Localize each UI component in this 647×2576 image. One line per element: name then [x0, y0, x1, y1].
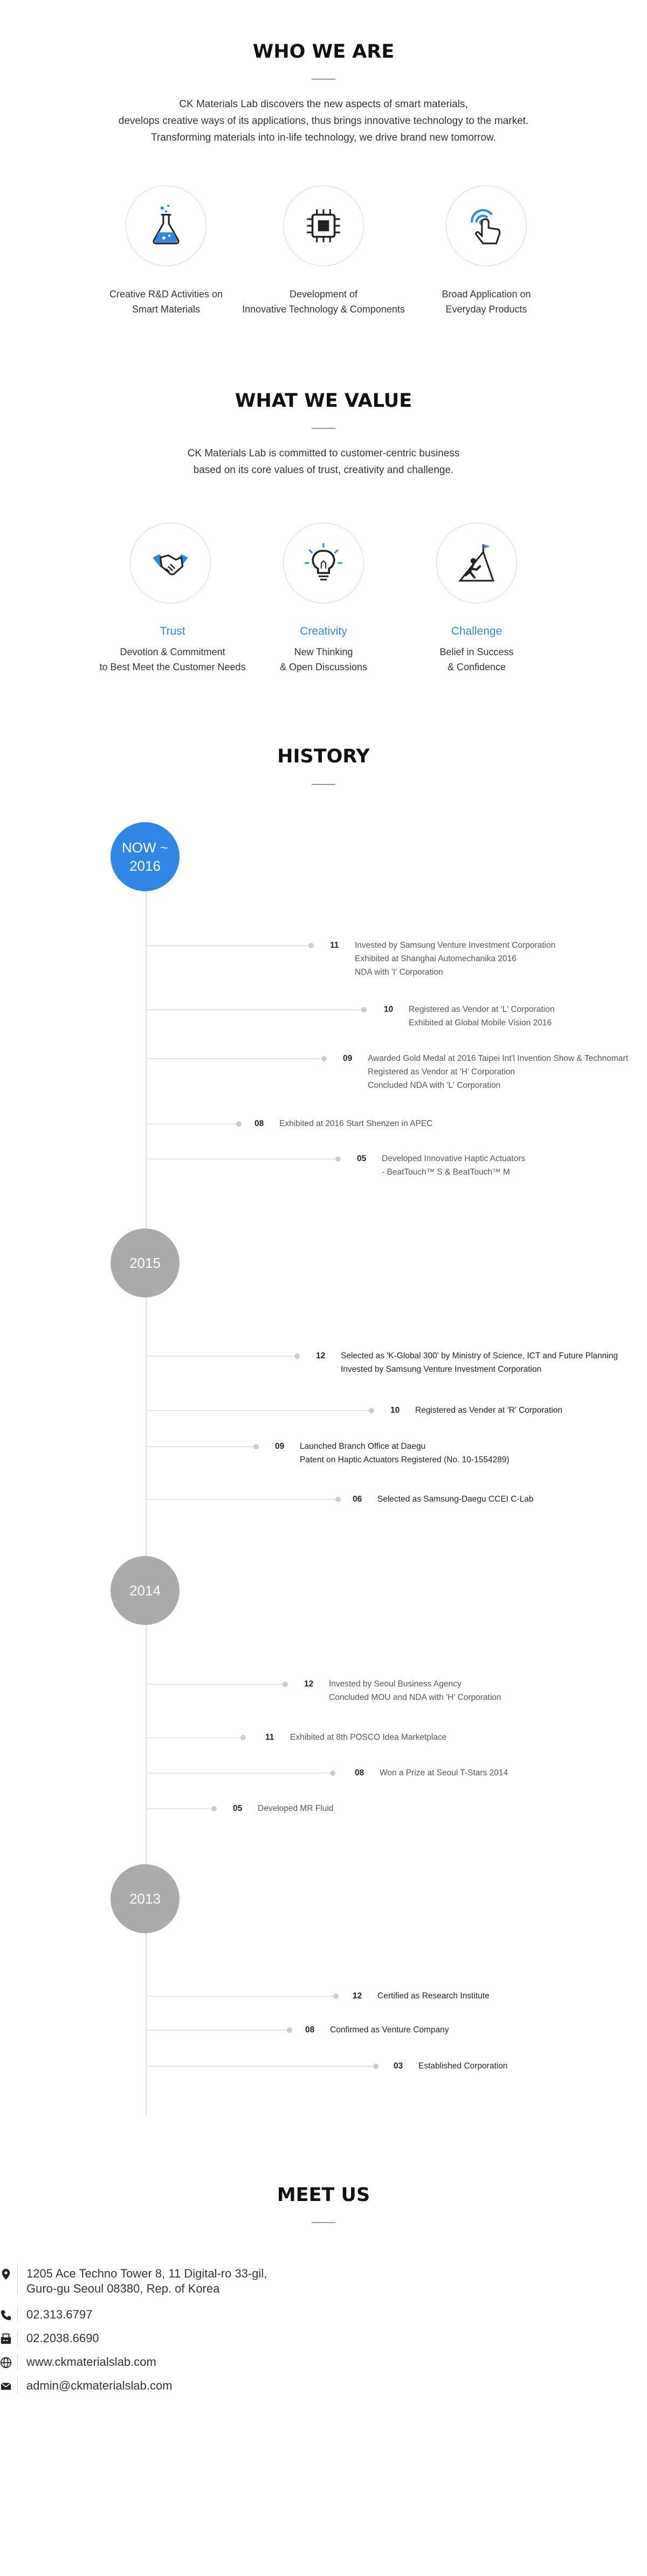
- value-name-challenge: Challenge: [451, 625, 503, 637]
- what-we-value-title: WHAT WE VALUE: [235, 390, 412, 412]
- year-label: NOW ~: [122, 839, 168, 856]
- title-divider: [312, 784, 335, 785]
- intro-line: Transforming materials into in-life technology, we drive brand new tomorrow.: [151, 132, 496, 143]
- website-link[interactable]: www.ckmaterialslab.com: [26, 2355, 156, 2369]
- timeline-connector: [146, 1123, 239, 1124]
- contact-email: [0, 2378, 173, 2394]
- entry-line: Concluded NDA with 'L' Corporation: [368, 1081, 501, 1090]
- timeline-connector: [146, 1058, 325, 1059]
- entry-month: 12: [316, 1351, 326, 1360]
- fax-number: 02.2038.6690: [26, 2331, 99, 2345]
- entry-line: Registered as Vendor at 'H' Corporation: [368, 1067, 515, 1077]
- timeline-connector: [146, 1808, 215, 1809]
- entry-line: Concluded MOU and NDA with 'H' Corporation: [329, 1693, 501, 1702]
- intro-line: develops creative ways of its applications, thus brings innovative technology to the market.: [118, 115, 529, 127]
- timeline-connector: [146, 2066, 376, 2067]
- history-entry: [265, 1731, 446, 1744]
- timeline-dot: [287, 2028, 292, 2033]
- entry-line: - BeatTouch™ S & BeatTouch™ M: [382, 1168, 510, 1177]
- contact-separator: [17, 2378, 18, 2394]
- entry-line: Won a Prize at Seoul T-Stars 2014: [380, 1768, 508, 1777]
- timeline-dot: [335, 1497, 341, 1502]
- timeline-connector: [146, 2030, 290, 2031]
- entry-month: 06: [353, 1495, 362, 1504]
- entry-month: 05: [357, 1154, 367, 1163]
- address-text: [26, 2266, 267, 2296]
- year-label: 2015: [129, 1255, 161, 1271]
- year-badge-2016: [111, 822, 180, 891]
- caption-line: Devotion & Commitment: [120, 647, 225, 657]
- timeline-dot: [369, 1408, 374, 1413]
- who-we-are-intro: [0, 96, 647, 146]
- flask-circle: [126, 185, 207, 266]
- entry-line: Selected as Samsung-Daegu CCEI C-Lab: [377, 1495, 534, 1504]
- lightbulb-icon: [301, 541, 346, 585]
- history-entry: [357, 1152, 525, 1179]
- timeline-connector: [146, 1356, 298, 1357]
- intro-line: based on its core values of trust, creativity and challenge.: [193, 464, 454, 476]
- caption-line: New Thinking: [294, 647, 353, 657]
- entry-line: Established Corporation: [418, 2061, 508, 2071]
- entry-month: 09: [275, 1442, 285, 1451]
- what-we-value-intro: [0, 445, 647, 478]
- history-entry: [233, 1802, 333, 1815]
- phone-icon: [0, 2309, 12, 2321]
- entry-line: Invested by Seoul Business Agency: [329, 1679, 462, 1689]
- entry-line: Registered as Vender at 'R' Corporation: [415, 1406, 563, 1415]
- title-divider: [312, 2222, 335, 2223]
- entry-line: NDA with 'I' Corporation: [355, 968, 443, 977]
- value-name-trust: Trust: [160, 625, 185, 637]
- who-caption-apps: [389, 287, 583, 317]
- history-entry: [390, 1404, 562, 1417]
- history-entry: [343, 1052, 628, 1092]
- entry-line: Confirmed as Venture Company: [330, 2025, 449, 2035]
- who-we-are-title: WHO WE ARE: [252, 41, 395, 63]
- history-entry: [355, 1766, 508, 1780]
- phone-link[interactable]: 02.313.6797: [26, 2308, 93, 2321]
- entry-month: 08: [254, 1119, 264, 1128]
- touch-circle: [446, 185, 527, 266]
- history-entry: [394, 2059, 507, 2073]
- timeline-dot: [283, 1682, 288, 1687]
- climber-icon: [455, 541, 499, 585]
- entry-line: Exhibited at 8th POSCO Idea Marketplace: [290, 1733, 447, 1742]
- globe-icon: [0, 2357, 12, 2369]
- entry-line: Exhibited at Shanghai Automechanika 2016: [355, 954, 517, 963]
- flask-icon: [144, 204, 188, 248]
- entry-month: 10: [384, 1005, 394, 1014]
- entry-line: Registered as Vendor at 'L' Corporation: [409, 1005, 555, 1014]
- contact-separator: [17, 2266, 18, 2294]
- year-badge-2015: [111, 1228, 180, 1297]
- history-entry: [305, 2023, 449, 2037]
- title-divider: [312, 428, 335, 429]
- timeline-connector: [146, 1158, 339, 1159]
- timeline-dot: [321, 1056, 327, 1061]
- chip-icon: [301, 204, 346, 248]
- caption-line: & Confidence: [447, 662, 506, 672]
- caption-line: to Best Meet the Customer Needs: [99, 662, 246, 672]
- entry-month: 08: [305, 2025, 315, 2035]
- entry-line: Invested by Samsung Venture Investment Corporation: [341, 1365, 542, 1374]
- contact-fax: [0, 2331, 99, 2347]
- history-entry: [353, 1989, 490, 2003]
- entry-line: Developed MR Fluid: [258, 1804, 334, 1813]
- caption-line: Everyday Products: [445, 304, 527, 315]
- timeline-dot: [330, 1770, 335, 1776]
- entry-month: 11: [330, 941, 339, 950]
- fax-icon: [0, 2333, 12, 2345]
- caption-line: Belief in Success: [439, 647, 514, 657]
- caption-line: Creative R&D Activities on: [109, 289, 223, 300]
- entry-line: Launched Branch Office at Daegu: [300, 1442, 426, 1451]
- entry-month: 12: [353, 1991, 362, 2001]
- timeline-dot: [335, 1156, 341, 1162]
- handshake-icon: [148, 541, 192, 585]
- meet-us-title: MEET US: [277, 2184, 370, 2206]
- timeline-connector: [146, 1499, 339, 1500]
- contact-separator: [17, 2331, 18, 2347]
- entry-line: Awarded Gold Medal at 2016 Taipei Int'l Invention Show & Technomart: [368, 1054, 628, 1063]
- entry-line: Certified as Research Institute: [377, 1991, 490, 2001]
- touch-icon: [464, 204, 508, 248]
- entry-month: 12: [304, 1679, 314, 1689]
- timeline-connector: [146, 1446, 257, 1447]
- history-entry: [316, 1349, 618, 1376]
- timeline-dot: [373, 2064, 378, 2069]
- climber-circle: [436, 523, 517, 603]
- timeline-dot: [294, 1353, 300, 1359]
- entry-month: 03: [394, 2061, 403, 2071]
- year-label: 2013: [129, 1891, 161, 1907]
- address-line: Guro-gu Seoul 08380, Rep. of Korea: [26, 2282, 220, 2295]
- location-pin-icon: [0, 2268, 12, 2280]
- timeline-connector: [146, 1009, 364, 1010]
- year-badge-2014: [111, 1556, 180, 1625]
- caption-line: Development of: [289, 289, 358, 300]
- timeline-dot: [253, 1444, 259, 1449]
- entry-line: Patent on Haptic Actuators Registered (No. 10-1554289): [300, 1455, 510, 1464]
- entry-line: Exhibited at 2016 Start Shenzen in APEC: [279, 1119, 433, 1128]
- timeline-dot: [308, 943, 314, 948]
- timeline-connector: [146, 945, 312, 946]
- timeline-dot: [361, 1007, 367, 1012]
- timeline-connector: [146, 1684, 286, 1685]
- year-badge-2013: [111, 1864, 180, 1933]
- history-entry: [330, 939, 555, 979]
- caption-line: Innovative Technology & Components: [242, 304, 405, 315]
- intro-line: CK Materials Lab is committed to customer-centric business: [187, 448, 460, 459]
- timeline-connector: [146, 1410, 372, 1411]
- history-entry: [384, 1003, 554, 1030]
- history-entry: [353, 1492, 533, 1506]
- history-entry: [304, 1677, 501, 1704]
- email-link[interactable]: admin@ckmaterialslab.com: [26, 2379, 173, 2392]
- timeline-dot: [211, 1806, 217, 1811]
- caption-line: & Open Discussions: [279, 662, 368, 672]
- intro-line: CK Materials Lab discovers the new aspects of smart materials,: [179, 99, 468, 110]
- year-label: 2016: [129, 858, 161, 874]
- value-caption-challenge: [380, 644, 574, 675]
- contact-separator: [17, 2355, 18, 2371]
- title-divider: [312, 79, 335, 80]
- timeline-dot: [333, 1994, 339, 1999]
- handshake-circle: [130, 523, 211, 603]
- caption-line: Broad Application on: [442, 289, 531, 300]
- history-entry: [275, 1440, 510, 1467]
- entry-line: Exhibited at Global Mobile Vision 2016: [409, 1018, 552, 1027]
- history-entry: [254, 1117, 432, 1130]
- entry-month: 09: [343, 1054, 353, 1063]
- history-title: HISTORY: [277, 746, 370, 767]
- timeline-dot: [236, 1121, 242, 1127]
- timeline-dot: [240, 1735, 246, 1740]
- chip-circle: [283, 185, 364, 266]
- mail-icon: [0, 2380, 12, 2392]
- entry-month: 05: [233, 1804, 243, 1813]
- caption-line: Smart Materials: [132, 304, 201, 315]
- address-line: 1205 Ace Techno Tower 8, 11 Digital-ro 33-gil,: [26, 2267, 267, 2280]
- entry-month: 11: [265, 1733, 274, 1742]
- timeline-connector: [146, 1996, 336, 1997]
- value-name-creativity: Creativity: [300, 625, 347, 637]
- entry-line: Invested by Samsung Venture Investment Corporation: [355, 941, 556, 950]
- timeline-connector: [146, 1737, 244, 1738]
- contact-phone: [0, 2307, 92, 2323]
- entry-line: Developed Innovative Haptic Actuators: [382, 1154, 526, 1163]
- contact-separator: [17, 2307, 18, 2323]
- lightbulb-circle: [283, 523, 364, 603]
- contact-address: [0, 2266, 267, 2296]
- contact-website: [0, 2355, 156, 2371]
- timeline-connector: [146, 1773, 333, 1774]
- entry-line: Selected as 'K-Global 300' by Ministry of Science, ICT and Future Planning: [341, 1351, 618, 1360]
- entry-month: 10: [390, 1406, 400, 1415]
- year-label: 2014: [129, 1582, 161, 1599]
- entry-month: 08: [355, 1768, 364, 1777]
